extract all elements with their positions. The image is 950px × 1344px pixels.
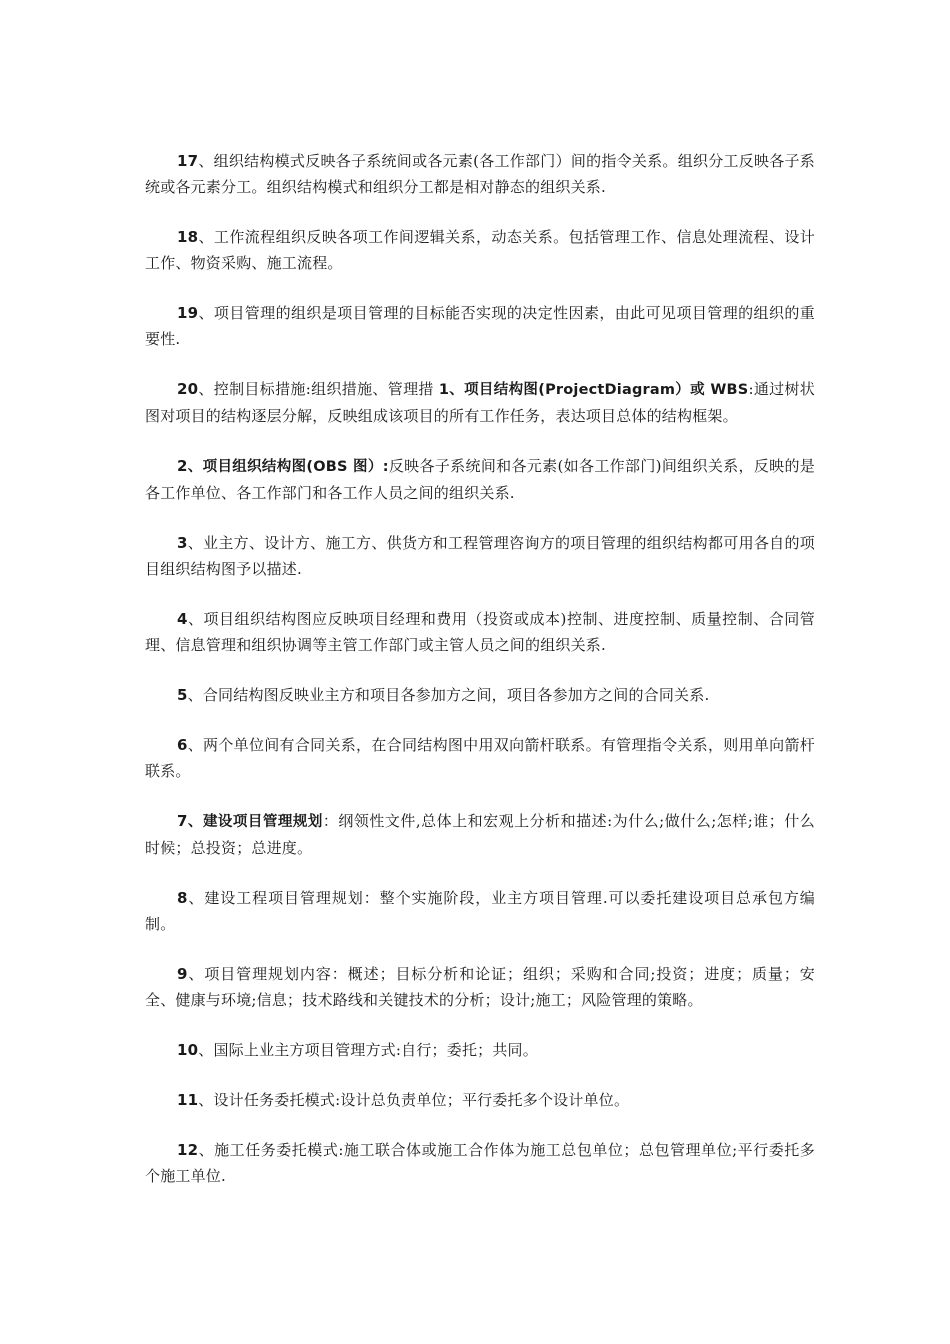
- paragraph-17: [145, 148, 815, 200]
- item-number: 7: [177, 812, 188, 830]
- paragraph-text: 项目组织结构图应反映项目经理和费用（投资或成本)控制、进度控制、质量控制、合同管理、信息管理和组织协调等主管工作部门或主管人员之间的组织关系.: [145, 610, 816, 654]
- paragraph-9: [145, 961, 815, 1013]
- item-separator: 、: [187, 459, 203, 475]
- paragraph-2: [145, 453, 815, 506]
- paragraph-20: [145, 376, 815, 429]
- item-number: 11: [177, 1091, 199, 1109]
- paragraph-text: 组织结构模式反映各子系统间或各元素(各工作部门）间的指令关系。组织分工反映各子系统或各元素分工。组织结构模式和组织分工都是相对静态的组织关系.: [145, 152, 816, 196]
- item-separator: 、: [187, 736, 204, 754]
- item-separator: 、: [187, 814, 203, 830]
- item-separator: 、: [187, 889, 205, 907]
- item-separator: 、: [198, 1091, 214, 1109]
- item-separator: 、: [198, 152, 214, 170]
- paragraph-11: [145, 1087, 815, 1113]
- item-number: 6: [177, 736, 188, 754]
- paragraph-19: [145, 300, 815, 352]
- item-number: 19: [177, 304, 199, 322]
- item-separator: 、: [187, 534, 204, 552]
- item-separator: 、: [198, 1141, 215, 1159]
- paragraph-text: 合同结构图反映业主方和项目各参加方之间，项目各参加方之间的合同关系.: [202, 686, 710, 704]
- paragraph-bold-term: 1、项目结构图(ProjectDiagram）或 WBS: [438, 382, 749, 398]
- paragraph-10: [145, 1037, 815, 1063]
- paragraph-text: :通过树状图对项目的结构逐层分解，反映组成该项目的所有工作任务，表达项目总体的结构框架。: [145, 380, 816, 425]
- paragraph-text: 国际上业主方项目管理方式:自行；委托；共同。: [213, 1041, 538, 1059]
- item-separator: 、: [187, 610, 204, 628]
- paragraph-text: 建设工程项目管理规划：整个实施阶段，业主方项目管理.可以委托建设项目总承包方编制。: [145, 889, 815, 933]
- item-separator: 、: [198, 304, 214, 322]
- item-separator: 、: [198, 1041, 214, 1059]
- item-number: 2: [177, 457, 188, 475]
- item-number: 17: [177, 152, 199, 170]
- paragraph-3: [145, 530, 815, 582]
- paragraph-5: [145, 682, 815, 708]
- item-separator: 、: [198, 380, 214, 398]
- item-number: 3: [177, 534, 188, 552]
- paragraph-4: [145, 606, 815, 658]
- paragraph-text: 反映各子系统间和各元素(如各工作部门)间组织关系，反映的是各工作单位、各工作部门和各工作人员之间的组织关系.: [145, 457, 816, 502]
- paragraph-text: ：纲领性文件,总体上和宏观上分析和描述:为什么;做什么;怎样;谁；什么时候；总投资；总进度。: [145, 812, 815, 857]
- item-number: 20: [177, 380, 199, 398]
- paragraph-18: [145, 224, 815, 276]
- item-number: 10: [177, 1041, 199, 1059]
- paragraph-12: [145, 1137, 815, 1189]
- item-separator: 、: [187, 686, 203, 704]
- paragraph-text: 工作流程组织反映各项工作间逻辑关系，动态关系。包括管理工作、信息处理流程、设计工作、物资采购、施工流程。: [145, 228, 815, 272]
- paragraph-7: [145, 808, 815, 861]
- paragraph-8: [145, 885, 815, 937]
- item-separator: 、: [198, 228, 214, 246]
- paragraph-text: 项目管理规划内容：概述；目标分析和论证；组织；采购和合同;投资；进度；质量；安全、健康与环境;信息；技术路线和关键技术的分析；设计;施工；风险管理的策略。: [145, 965, 816, 1009]
- paragraph-lead-text: 控制目标措施:组织措施、管理措: [213, 380, 439, 398]
- paragraph-text: 施工任务委托模式:施工联合体或施工合作体为施工总包单位；总包管理单位;平行委托多个施工单位.: [145, 1141, 815, 1185]
- paragraph-bold-term: 建设项目管理规划: [202, 814, 323, 830]
- paragraph-text: 项目管理的组织是项目管理的目标能否实现的决定性因素，由此可见项目管理的组织的重要性.: [145, 304, 815, 348]
- item-separator: 、: [187, 965, 205, 983]
- paragraph-text: 设计任务委托模式:设计总负责单位；平行委托多个设计单位。: [213, 1091, 630, 1109]
- paragraph-text: 业主方、设计方、施工方、供货方和工程管理咨询方的项目管理的组织结构都可用各自的项目组织结构图予以描述.: [145, 534, 815, 578]
- item-number: 8: [177, 889, 188, 907]
- document-body: [145, 148, 815, 1213]
- item-number: 12: [177, 1141, 199, 1159]
- item-number: 9: [177, 965, 188, 983]
- paragraph-bold-term: 项目组织结构图(OBS 图）:: [202, 459, 389, 475]
- item-number: 18: [177, 228, 199, 246]
- item-number: 4: [177, 610, 188, 628]
- item-number: 5: [177, 686, 188, 704]
- paragraph-6: [145, 732, 815, 784]
- paragraph-text: 两个单位间有合同关系，在合同结构图中用双向箭杆联系。有管理指令关系，则用单向箭杆联系。: [145, 736, 815, 780]
